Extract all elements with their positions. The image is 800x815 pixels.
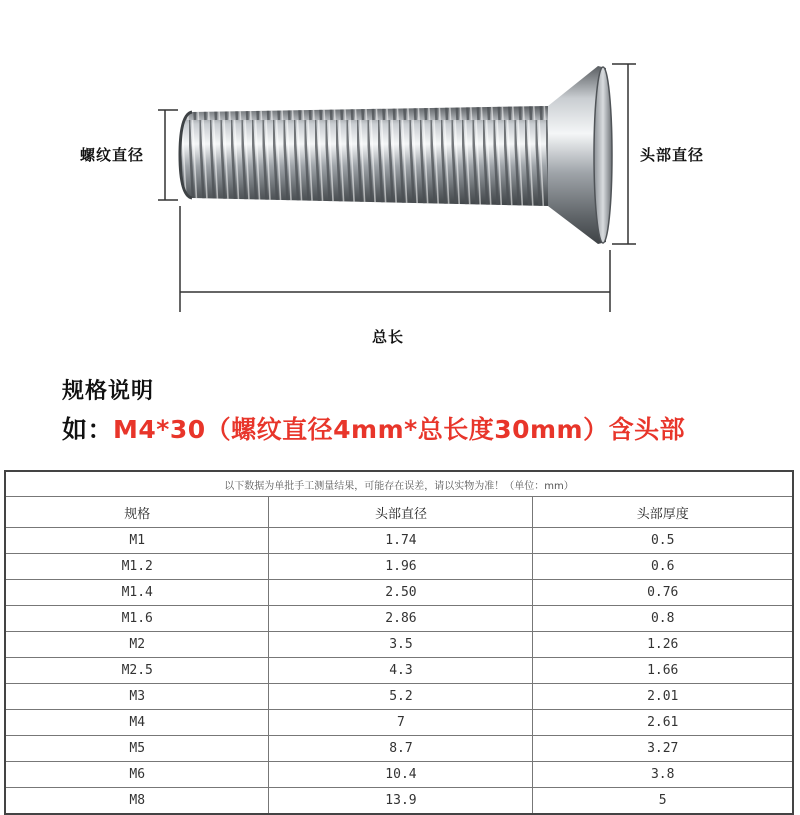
cell-head-thickness: 0.6 — [533, 554, 793, 580]
table-row — [5, 710, 793, 736]
cell-head-diameter: 2.50 — [269, 580, 533, 606]
screw-diagram — [0, 0, 800, 360]
cell-head-diameter: 13.9 — [269, 788, 533, 815]
total-length-label: 总长 — [372, 328, 405, 346]
cell-head-thickness: 5 — [533, 788, 793, 815]
table-row — [5, 684, 793, 710]
table-row — [5, 580, 793, 606]
cell-head-diameter: 1.96 — [269, 554, 533, 580]
header-head-thickness: 头部厚度 — [533, 497, 793, 528]
cell-spec: M2 — [5, 632, 269, 658]
cell-spec: M1.6 — [5, 606, 269, 632]
cell-head-diameter: 2.86 — [269, 606, 533, 632]
cell-head-thickness: 3.8 — [533, 762, 793, 788]
head-diameter-label: 头部直径 — [640, 146, 705, 164]
table-note: 以下数据为单批手工测量结果，可能存在误差，请以实物为准！（单位：mm） — [5, 471, 793, 497]
cell-head-diameter: 3.5 — [269, 632, 533, 658]
table-row — [5, 788, 793, 815]
cell-head-thickness: 0.5 — [533, 528, 793, 554]
thread-diameter-label: 螺纹直径 — [80, 146, 145, 164]
cell-spec: M8 — [5, 788, 269, 815]
table-row — [5, 762, 793, 788]
cell-head-diameter: 8.7 — [269, 736, 533, 762]
cell-head-thickness: 1.26 — [533, 632, 793, 658]
header-spec: 规格 — [5, 497, 269, 528]
spec-heading: 规格说明 — [62, 379, 155, 404]
spec-table — [4, 470, 794, 815]
cell-head-thickness: 3.27 — [533, 736, 793, 762]
cell-spec: M2.5 — [5, 658, 269, 684]
screw-head — [548, 66, 612, 244]
spec-example-prefix: 如： — [62, 415, 114, 444]
cell-head-diameter: 1.74 — [269, 528, 533, 554]
cell-head-thickness: 0.8 — [533, 606, 793, 632]
screw-shank — [180, 106, 548, 206]
cell-head-diameter: 10.4 — [269, 762, 533, 788]
cell-spec: M6 — [5, 762, 269, 788]
cell-spec: M5 — [5, 736, 269, 762]
table-row — [5, 606, 793, 632]
cell-spec: M4 — [5, 710, 269, 736]
table-row — [5, 528, 793, 554]
cell-head-diameter: 7 — [269, 710, 533, 736]
cell-head-diameter: 5.2 — [269, 684, 533, 710]
spec-example — [62, 410, 685, 446]
cell-head-thickness: 2.01 — [533, 684, 793, 710]
cell-head-thickness: 0.76 — [533, 580, 793, 606]
cell-spec: M1.2 — [5, 554, 269, 580]
cell-head-diameter: 4.3 — [269, 658, 533, 684]
table-row — [5, 554, 793, 580]
cell-spec: M1.4 — [5, 580, 269, 606]
table-row — [5, 736, 793, 762]
header-head-diameter: 头部直径 — [269, 497, 533, 528]
cell-spec: M3 — [5, 684, 269, 710]
table-row — [5, 632, 793, 658]
cell-head-thickness: 1.66 — [533, 658, 793, 684]
cell-head-thickness: 2.61 — [533, 710, 793, 736]
spec-example-text: M4*30（螺纹直径4mm*总长度30mm）含头部 — [113, 415, 686, 444]
table-row — [5, 658, 793, 684]
cell-spec: M1 — [5, 528, 269, 554]
